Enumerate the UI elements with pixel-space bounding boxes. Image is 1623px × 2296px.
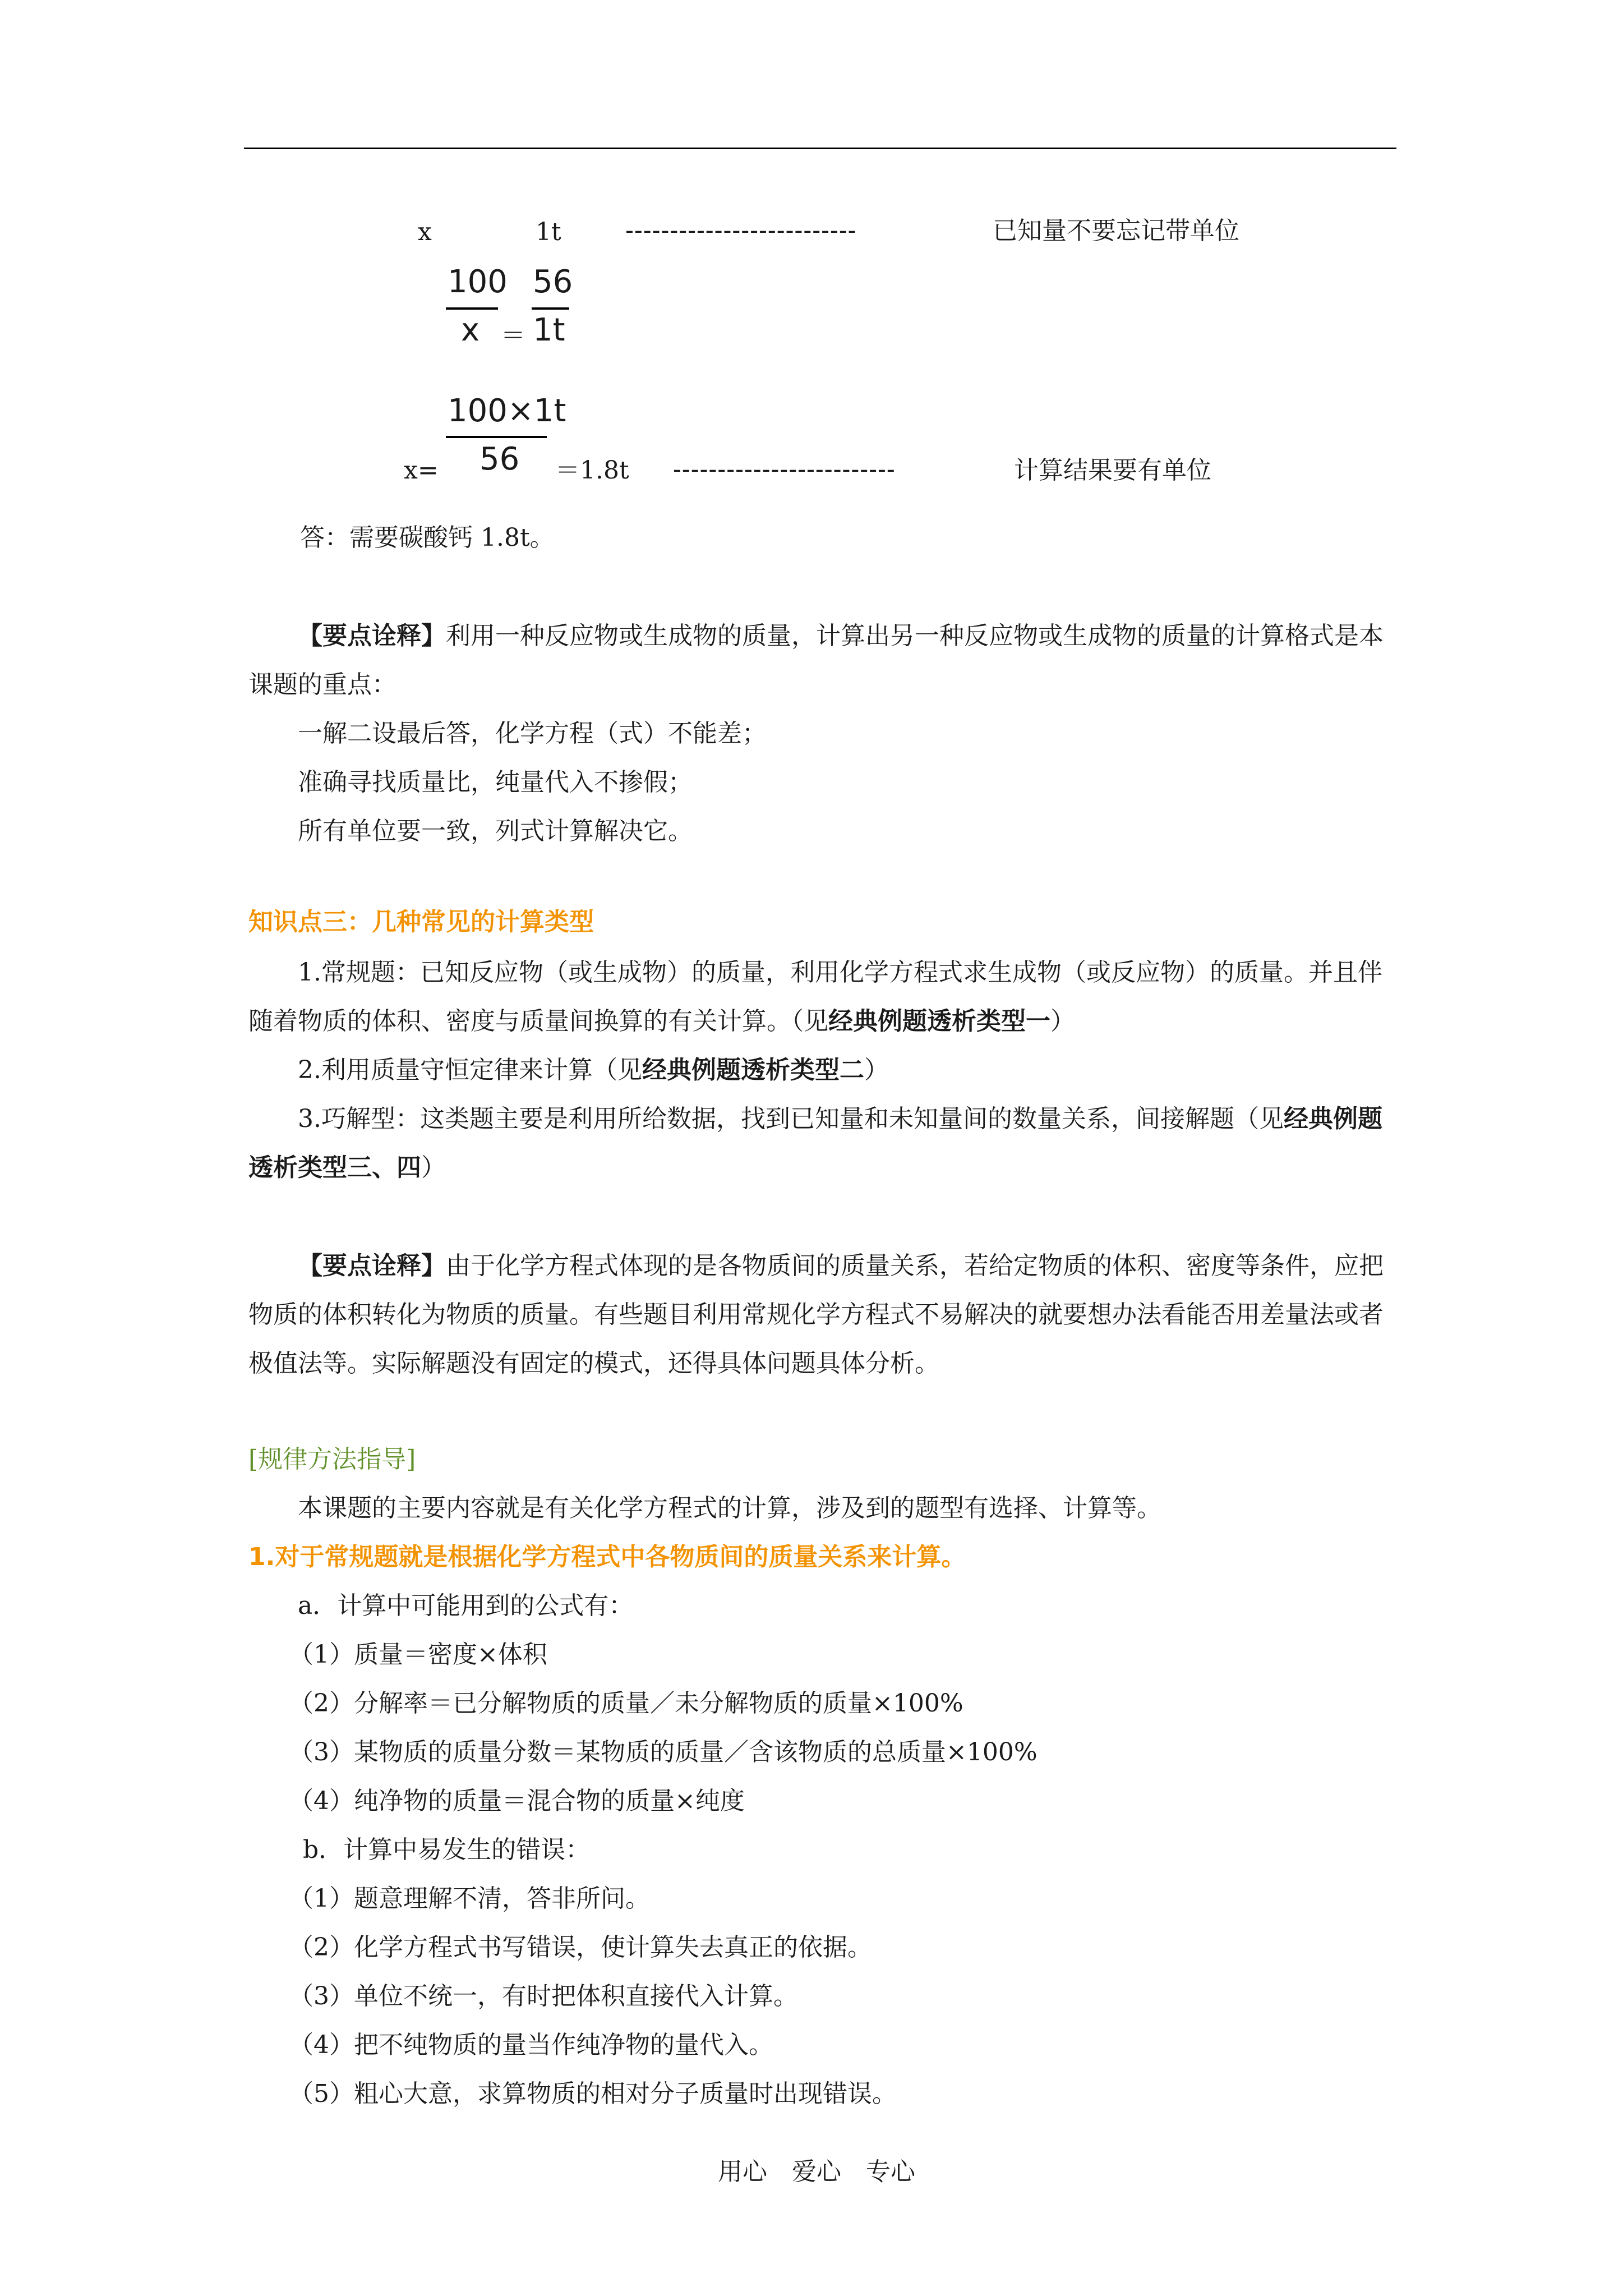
note1-line-2: 准确寻找质量比，纯量代入不掺假； bbox=[298, 768, 693, 797]
note2-label: 【要点诠释】 bbox=[298, 1251, 446, 1280]
note1-label: 【要点诠释】 bbox=[298, 622, 446, 650]
calc-dashes-1: -------------------------- bbox=[625, 216, 857, 245]
calc-one-t: 1t bbox=[536, 218, 561, 246]
error-5: （5）粗心大意，求算物质的相对分子质量时出现错误。 bbox=[289, 2079, 897, 2108]
note1-text: 利用一种反应物或生成物的质量，计算出另一种反应物或生成物的质量的计算格式是本课题的重点： bbox=[248, 622, 1384, 699]
calc-dashes-2: ------------------------- bbox=[673, 455, 896, 484]
error-3: （3）单位不统一，有时把体积直接代入计算。 bbox=[289, 1982, 798, 2010]
section3-item-3-ref: 经典例题透析类型三、四 bbox=[248, 1105, 1382, 1182]
error-1: （1）题意理解不清，答非所问。 bbox=[289, 1884, 650, 1913]
fraction2-result: ＝1.8t bbox=[555, 456, 629, 485]
note1-line-1: 一解二设最后答，化学方程（式）不能差； bbox=[298, 719, 767, 748]
note2-text: 由于化学方程式体现的是各物质间的质量关系，若给定物质的体积、密度等条件，应把物质的体积转化为物质的质量。有些题目利用常规化学方程式不易解决的就要想办法看能否用差量法或者极值法等。实际解题没有固定的模式，还得具体问题具体分析。 bbox=[248, 1251, 1384, 1378]
section3-item-2-close: ） bbox=[864, 1056, 889, 1084]
section3-item-1 bbox=[248, 948, 1393, 1046]
fraction1-bar-right bbox=[532, 307, 569, 310]
fraction2-numerator: 100×1t bbox=[448, 393, 566, 429]
section3-item-3-close: ） bbox=[421, 1153, 446, 1182]
fraction2-bar bbox=[446, 436, 547, 438]
fraction1-equals: ＝ bbox=[501, 321, 525, 350]
fraction2-denominator: 56 bbox=[479, 441, 520, 477]
page-footer: 用心 爱心 专心 bbox=[718, 2157, 915, 2186]
section3-item-3 bbox=[248, 1094, 1393, 1192]
answer-line: 答：需要碳酸钙 1.8t。 bbox=[300, 523, 555, 552]
section3-item-1-text: 1.常规题：已知反应物（或生成物）的质量，利用化学方程式求生成物（或反应物）的质量。并且伴随着物质的体积、密度与质量间换算的有关计算。（见 bbox=[248, 958, 1382, 1036]
section3-item-3-text: 3.巧解型：这类题主要是利用所给数据，找到已知量和未知量间的数量关系，间接解题（见 bbox=[298, 1105, 1284, 1133]
formula-3: （3）某物质的质量分数＝某物质的质量／含该物质的总质量×100% bbox=[289, 1738, 1038, 1766]
method-b-label: b．计算中易发生的错误： bbox=[303, 1835, 591, 1864]
section3-heading: 知识点三：几种常见的计算类型 bbox=[248, 908, 594, 936]
method-a-label: a．计算中可能用到的公式有： bbox=[298, 1591, 634, 1620]
method-heading-1: 1.对于常规题就是根据化学方程式中各物质间的质量关系来计算。 bbox=[248, 1543, 966, 1571]
note1-line-3: 所有单位要一致，列式计算解决它。 bbox=[298, 817, 693, 845]
fraction1-denominator-right: 1t bbox=[533, 312, 565, 348]
calc-note-1: 已知量不要忘记带单位 bbox=[993, 217, 1239, 245]
note2-paragraph bbox=[248, 1241, 1393, 1388]
formula-1: （1）质量＝密度×体积 bbox=[289, 1640, 547, 1669]
section3-item-1-close: ） bbox=[1050, 1007, 1075, 1036]
fraction1-numerator-left: 100 bbox=[448, 264, 508, 300]
section3-item-2 bbox=[248, 1046, 1393, 1094]
fraction1-numerator-right: 56 bbox=[533, 264, 573, 300]
note1-paragraph bbox=[248, 611, 1393, 709]
section3-item-1-ref: 经典例题透析类型一 bbox=[828, 1007, 1050, 1036]
method-intro: 本课题的主要内容就是有关化学方程式的计算，涉及到的题型有选择、计算等。 bbox=[298, 1494, 1161, 1522]
calc-x: x bbox=[418, 218, 432, 246]
fraction1-denominator-left: x bbox=[461, 312, 480, 348]
error-2: （2）化学方程式书写错误，使计算失去真正的依据。 bbox=[289, 1933, 872, 1962]
formula-2: （2）分解率＝已分解物质的质量／未分解物质的质量×100% bbox=[289, 1689, 963, 1718]
calc-note-2: 计算结果要有单位 bbox=[1014, 456, 1211, 485]
section3-item-2-text: 2.利用质量守恒定律来计算（见 bbox=[298, 1056, 642, 1084]
error-4: （4）把不纯物质的量当作纯净物的量代入。 bbox=[289, 2031, 773, 2059]
method-label: [规律方法指导] bbox=[248, 1445, 416, 1474]
fraction2-prefix: x= bbox=[404, 456, 439, 485]
formula-4: （4）纯净物的质量＝混合物的质量×纯度 bbox=[289, 1787, 745, 1815]
header-rule bbox=[244, 148, 1396, 149]
fraction1-bar-left bbox=[446, 307, 498, 310]
section3-item-2-ref: 经典例题透析类型二 bbox=[642, 1056, 864, 1084]
